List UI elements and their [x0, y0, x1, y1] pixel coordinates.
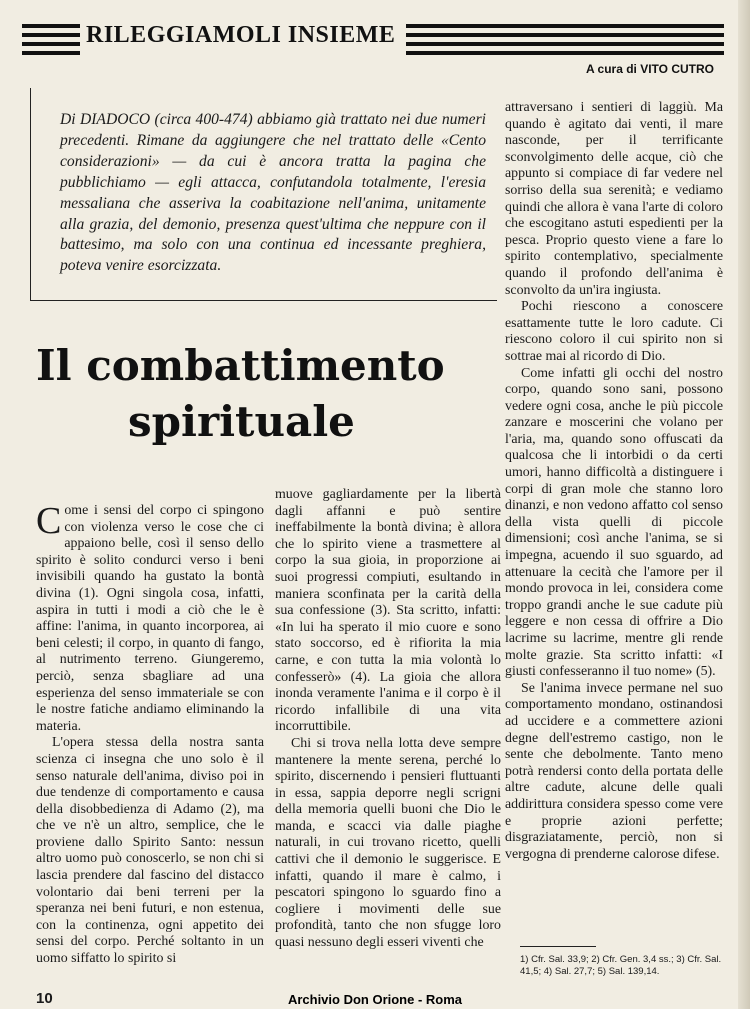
article-title-line-2: spirituale — [128, 397, 355, 446]
body-paragraph: Come infatti gli occhi del nostro corpo, quando sono sani, possono vedere ogni cosa, anche le più piccole zanzare e moscerini che volano per l'aria, ma, quando sono offuscati da qualcosa che li intorbidi o da certi umori, hanno difficoltà a distinguere i corpi di gran mole che stanno loro dinanzi, e non vedono affatto col senso della vista quelli di piccole dimensioni; così anche l'anima, se si impegna, acuendo il suo sguardo, ad attenuare la cecità che l'amore per il mondo provoca in lei, considera come troppo grandi anche le sue cadute più leggere e non cessa di offrire a Dio lacrime su lacrime, mentre gli rende molte grazie. Sta scritto infatti: «I giusti confesseranno il tuo nome» (5). — [505, 365, 723, 680]
body-paragraph: L'opera stessa della nostra santa scienza ci insegna che uno solo è il senso naturale dell'anima, diviso poi in due tendenze di comportamento e causa della disobbedienza di Adamo (2), ma che ve n'è un altro, semplice, che le proviene dallo Spirito Santo: nessun altro uomo può conoscerlo, se non chi si lascia prendere dal fascino del distacco volontario dai beni terreni per la speranza nei beni futuri, e non estenua, con la continenza, ogni appetito dei sensi del corpo. Perché soltanto in un uomo siffatto lo spirito si — [36, 735, 264, 967]
page-edge — [738, 0, 750, 1009]
body-paragraph — [36, 500, 264, 735]
header-rule-left-2 — [22, 33, 80, 37]
header-rule-right-3 — [406, 42, 724, 46]
text-column-1 — [36, 500, 264, 968]
text-column-3 — [505, 100, 723, 863]
drop-cap: C — [36, 500, 62, 542]
body-paragraph: Chi si trova nella lotta deve sempre mantenere la mente serena, perché lo spirito, discernendo i pensieri fluttuanti in essa, sappia deporre negli scrigni della memoria quelli buoni che Dio le manda, e scacci via dalle piaghe naturali, in cui trovano ricetto, quelli cattivi che il demonio le suggerisce. E infatti, quando il mare è calmo, i pescatori spingono lo sguardo fino a cogliere i movimenti delle sue profondità, tanto che non sfugge loro quasi nessuno degli esseri viventi che — [275, 735, 501, 951]
footnotes: 1) Cfr. Sal. 33,9; 2) Cfr. Gen. 3,4 ss.; 3) Cfr. Sal. 41,5; 4) Sal. 27,7; 5) Sal. 139,14. — [520, 954, 722, 977]
curator-credit: A cura di VITO CUTRO — [585, 62, 714, 76]
body-paragraph: Pochi riescono a conoscere esattamente tutte le loro cadute. Ci riescono coloro il cui spirito non si sottrae mai al ricordo di Dio. — [505, 299, 723, 364]
header-rule-right-1 — [406, 24, 724, 28]
body-paragraph: muove gagliardamente per la libertà dagli affanni e può sentire ineffabilmente la bontà divina; è allora che lo spirito viene a trasmettere al corpo la sua gioia, in proporzione ai suoi progressi compiuti, esultando in maniera sconfinata per la carità della sua confessione (3). Sta scritto, infatti: «In lui ha sperato il mio cuore e sono stato soccorso, ed è rifiorita la mia carne, e con tutta la mia volontà lo confesserò» (4). La gioia che allora inonda veramente l'anima e il corpo è il ricordo infallibile di una vita incorruttibile. — [275, 487, 501, 735]
header-rule-right-4 — [406, 51, 724, 55]
archive-footer: Archivio Don Orione - Roma — [287, 992, 463, 1007]
intro-paragraph: Di DIADOCO (circa 400-474) abbiamo già trattato nei due numeri precedenti. Rimane da aggiungere che nel trattato delle «Cento considerazioni» — da cui è ancora tratta la pagina che pubblichiamo — egli attacca, confutandola totalmente, l'eresia messaliana che asseriva la coabitazione nell'anima, unitamente alla grazia, del demonio, presenza quest'ultima che neppure con il battesimo, ma solo con una continua ed incessante preghiera, poteva venire esorcizzata. — [60, 111, 486, 275]
body-paragraph: Se l'anima invece permane nel suo comportamento mondano, ostinandosi ad uccidere e a commettere azioni degne dell'estremo castigo, non le sente che debolmente. Tanto meno potrà rendersi conto della portata delle altre cadute, alcune delle quali addirittura considera spesso come vere e proprie azioni perfette; disgraziatamente, perciò, non si vergogna di prenderne calorose difese. — [505, 680, 723, 862]
text-column-2 — [275, 487, 501, 952]
section-title: RILEGGIAMOLI INSIEME — [86, 22, 396, 48]
header-rule-left-1 — [22, 24, 80, 28]
header-rule-right-2 — [406, 33, 724, 37]
page-number: 10 — [36, 990, 53, 1007]
footnote-rule — [520, 946, 596, 947]
header-rule-left-4 — [22, 51, 80, 55]
body-paragraph-text: ome i sensi del corpo ci spingono con violenza verso le cose che ci appaiono belle, così il senso dello spirito è solito condurci verso i beni invisibili quando ha gustato la bontà divina (1). Ogni singola cosa, infatti, aspira in tutti i modi a ciò che le è affine: l'anima, in quanto incorporea, ai beni celesti; il corpo, in quanto di fango, al nutrimento terreno. Giungeremo, perciò, senza sbagliare ad una esperienza del senso immateriale se con le nostre fatiche andiamo eliminando la materia. — [36, 503, 264, 734]
article-title-line-1: Il combattimento — [36, 341, 445, 390]
body-paragraph: attraversano i sentieri di laggiù. Ma quando è agitato dai venti, il mare nasconde, per il terrificante sconvolgimento delle acque, ciò che appunto si compiace di far vedere nel sorriso della sua serenità; e vediamo quindi che allora è vana l'arte di coloro che escogitano astuti espedienti per la pesca. Proprio questo viene a fare lo spirito contemplativo, specialmente quando il profondo dell'anima è sconvolto da un'ira ingiusta. — [505, 100, 723, 298]
article-title — [36, 338, 506, 450]
header-rule-left-3 — [22, 42, 80, 46]
